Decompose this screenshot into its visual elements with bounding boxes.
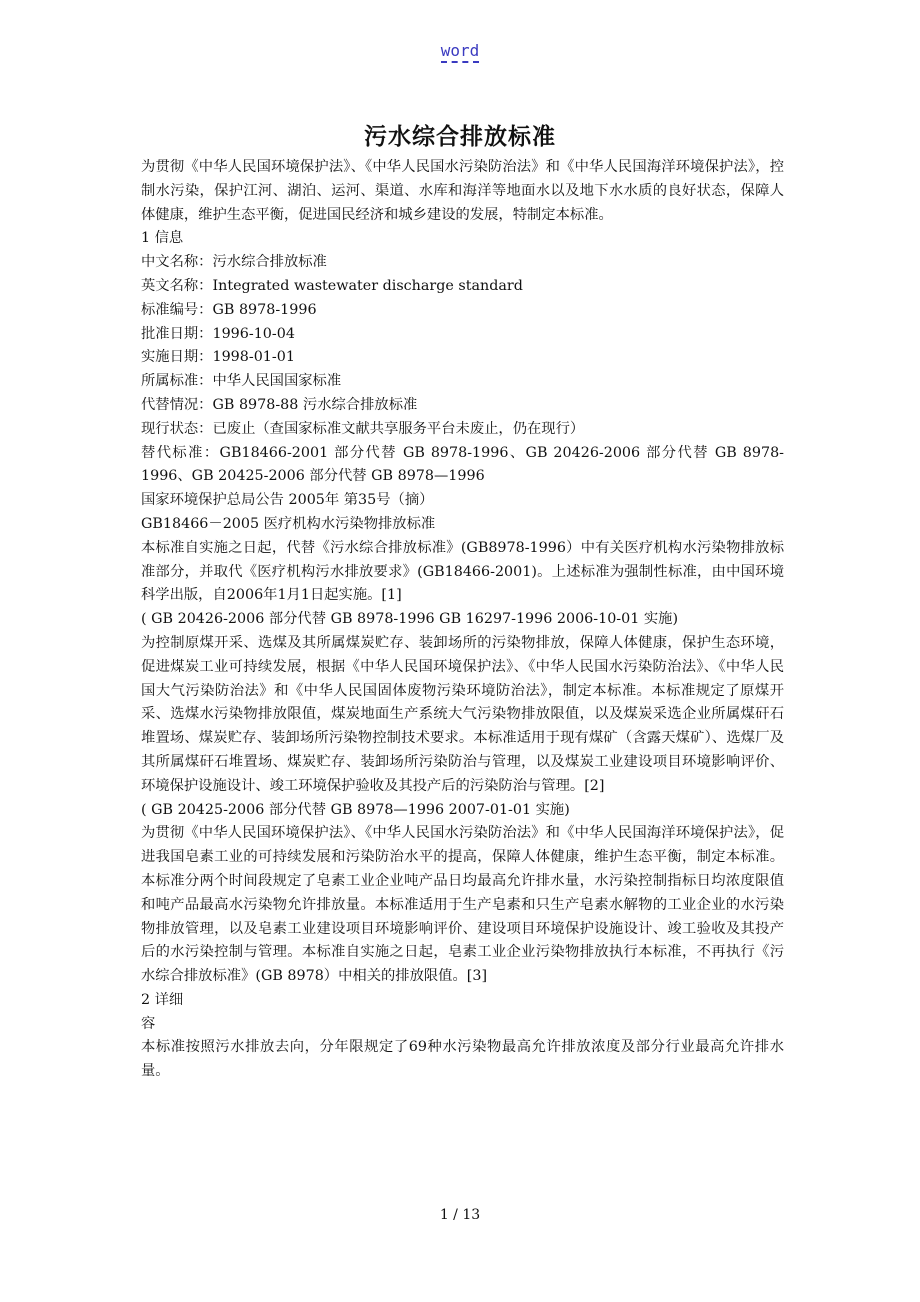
info-english-name: 英文名称：Integrated wastewater discharge standard [141, 277, 523, 294]
info-approval-date: 批准日期：1996-10-04 [141, 325, 295, 342]
announcement-line: 国家环境保护总局公告 2005年 第35号（摘） [141, 492, 434, 509]
detail-fragment: 容 [141, 1015, 156, 1032]
info-effective-date: 实施日期：1998-01-01 [141, 349, 295, 366]
info-standard-number: 标准编号：GB 8978-1996 [141, 301, 317, 318]
info-substitute-standards: 替代标准：GB18466-2001 部分代替 GB 8978-1996、GB 20426-2006 部分代替 GB 8978-1996、GB 20425-2006 部分代替 GB 8978—1996 [141, 444, 784, 485]
info-status: 现行状态：已废止（查国家标准文献共享服务平台未废止，仍在现行） [141, 420, 585, 437]
gb20425-line: ( GB 20425-2006 部分代替 GB 8978—1996 2007-01-01 实施) [141, 801, 570, 818]
info-category: 所属标准：中华人民国国家标准 [141, 373, 342, 390]
section-heading-detail: 2 详细 [141, 991, 184, 1008]
gb18466-paragraph: 本标准自实施之日起，代替《污水综合排放标准》(GB8978-1996）中有关医疗机构水污染物排放标准部分，并取代《医疗机构污水排放要求》(GB18466-2001)。上述标准为强制性标准，由中国环境科学出版，自2006年1月1日起实施。[1] [141, 539, 784, 604]
detail-paragraph: 本标准按照污水排放去向，分年限规定了69种水污染物最高允许排放浓度及部分行业最高允许排水量。 [141, 1039, 784, 1080]
header-word-link[interactable] [0, 41, 920, 60]
gb20426-line: ( GB 20426-2006 部分代替 GB 8978-1996 GB 16297-1996 2006-10-01 实施) [141, 611, 679, 628]
info-replacement: 代替情况：GB 8978-88 污水综合排放标准 [141, 396, 418, 413]
document-body [141, 156, 784, 1084]
intro-paragraph: 为贯彻《中华人民国环境保护法》、《中华人民国水污染防治法》和《中华人民国海洋环境保护法》，控制水污染，保护江河、湖泊、运河、渠道、水库和海洋等地面水以及地下水水质的良好状态，保障人体健康，维护生态平衡，促进国民经济和城乡建设的发展，特制定本标准。 [141, 159, 784, 223]
header-word-text[interactable]: word [441, 41, 480, 63]
page-number: 1 / 13 [439, 1207, 481, 1223]
gb18466-title: GB18466－2005 医疗机构水污染物排放标准 [141, 515, 436, 532]
section-heading-info: 1 信息 [141, 230, 184, 247]
document-title: 污水综合排放标准 [364, 124, 556, 150]
info-chinese-name: 中文名称：污水综合排放标准 [141, 254, 327, 271]
gb20425-paragraph: 为贯彻《中华人民国环境保护法》、《中华人民国水污染防治法》和《中华人民国海洋环境保护法》，促进我国皂素工业的可持续发展和污染防治水平的提高，保障人体健康，维护生态平衡，制定本标准。本标准分两个时间段规定了皂素工业企业吨产品日均最高允许排水量，水污染控制指标日均浓度限值和吨产品最高水污染物允许排放量。本标准适用于生产皂素和只生产皂素水解物的工业企业的水污染物排放管理，以及皂素工业建设项目环境影响评价、建设项目环境保护设施设计、竣工验收及其投产后的水污染控制与管理。本标准自实施之日起，皂素工业企业污染物排放执行本标准，不再执行《污水综合排放标准》(GB 8978）中相关的排放限值。[3] [141, 825, 784, 985]
gb20426-paragraph: 为控制原煤开采、选煤及其所属煤炭贮存、装卸场所的污染物排放，保障人体健康，保护生态环境，促进煤炭工业可持续发展，根据《中华人民国环境保护法》、《中华人民国水污染防治法》、《中华人民国大气污染防治法》和《中华人民国固体废物污染环境防治法》，制定本标准。本标准规定了原煤开采、选煤水污染物排放限值，煤炭地面生产系统大气污染物排放限值，以及煤炭采选企业所属煤矸石堆置场、煤炭贮存、装卸场所污染物控制技术要求。本标准适用于现有煤矿（含露天煤矿）、选煤厂及其所属煤矸石堆置场、煤炭贮存、装卸场所污染防治与管理，以及煤炭工业建设项目环境影响评价、环境保护设施设计、竣工环境保护验收及其投产后的污染防治与管理。[2] [141, 634, 784, 794]
